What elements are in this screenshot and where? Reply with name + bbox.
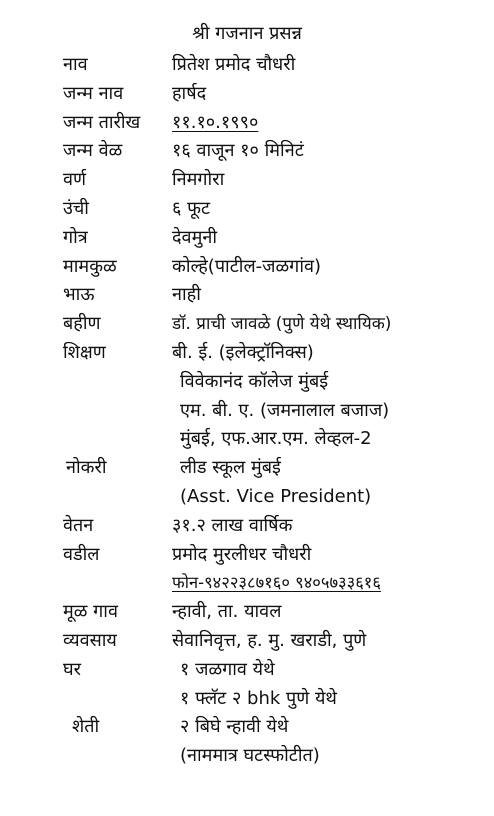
label-house: घर [63, 659, 81, 680]
label-gotra: गोत्र [63, 227, 88, 248]
label-native-place: मूळ गाव [63, 601, 118, 622]
value-house-1: १ जळगाव येथे [180, 659, 275, 680]
value-house-2: १ फ्लॅट २ bhk पुणे येथे [180, 688, 337, 709]
value-education-2: विवेकानंद कॉलेज मुंबई [180, 371, 329, 392]
page-heading: श्री गजनान प्रसन्न [192, 23, 302, 44]
label-father: वडील [63, 544, 100, 565]
label-farm: शेती [72, 716, 100, 737]
label-birth-name: जन्म नाव [63, 83, 124, 104]
label-birth-date: जन्म तारीख [63, 112, 141, 133]
value-farm: २ बिघे न्हावी येथे [180, 716, 289, 737]
value-complexion: निमगोरा [172, 169, 225, 190]
label-education: शिक्षण [63, 342, 106, 363]
value-job-1: लीड स्कूल मुंबई [180, 457, 281, 478]
value-father: प्रमोद मुरलीधर चौधरी [172, 544, 312, 565]
label-birth-time: जन्म वेळ [63, 140, 123, 161]
value-native-place: न्हावी, ता. यावल [172, 601, 282, 622]
value-job-2: (Asst. Vice President) [180, 486, 372, 507]
value-birth-name: हार्षद [172, 83, 207, 104]
label-occupation: व्यवसाय [63, 630, 117, 651]
value-height: ६ फूट [172, 198, 211, 219]
label-height: उंची [63, 198, 89, 219]
value-birth-date: ११.१०.१९९० [172, 112, 259, 133]
label-maternal-family: मामकुळ [63, 256, 117, 277]
value-salary: ३१.२ लाख वार्षिक [172, 515, 293, 536]
value-gotra: देवमुनी [172, 227, 217, 248]
value-maternal-family: कोल्हे(पाटील-जळगांव) [172, 256, 322, 277]
value-sister: डॉ. प्राची जावळे (पुणे येथे स्थायिक) [172, 314, 392, 334]
value-occupation: सेवानिवृत्त, ह. मु. खराडी, पुणे [172, 630, 367, 651]
value-phone: फोन-९४२२३८७१६० ९४०५७३३६१६ [172, 573, 381, 592]
label-name: नाव [63, 54, 88, 75]
value-education-1: बी. ई. (इलेक्ट्रॉनिक्स) [172, 342, 314, 363]
label-job: नोकरी [66, 457, 107, 478]
value-marital-status: (नाममात्र घटस्फोटीत) [180, 745, 320, 766]
value-name: प्रितेश प्रमोद चौधरी [172, 54, 296, 75]
label-brother: भाऊ [63, 284, 95, 305]
value-education-4: मुंबई, एफ.आर.एम. लेव्हल-2 [180, 428, 372, 449]
label-complexion: वर्ण [63, 169, 87, 190]
value-education-3: एम. बी. ए. (जमनालाल बजाज) [180, 400, 390, 421]
value-birth-time: १६ वाजून १० मिनिटं [172, 140, 304, 161]
label-salary: वेतन [63, 515, 94, 536]
label-sister: बहीण [63, 313, 101, 334]
value-brother: नाही [172, 284, 201, 305]
